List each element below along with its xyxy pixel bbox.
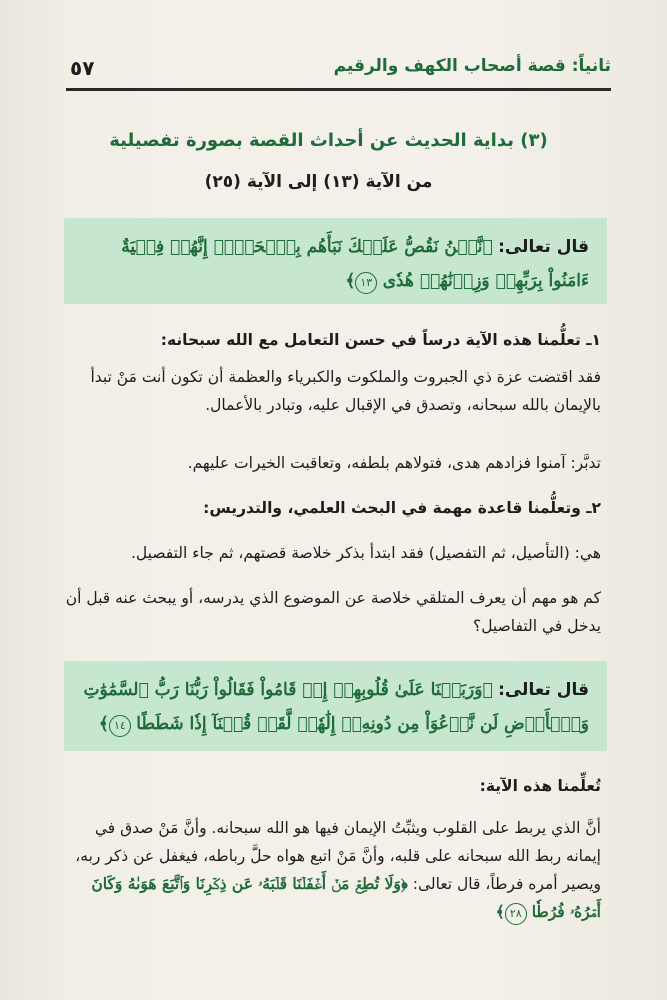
lesson1-paragraph — [60, 363, 601, 419]
lesson1-p2: تدبَّر: آمنوا فزادهم هدى، فتولاهم بلطفه، وتعاقبت الخيرات عليهم. — [187, 454, 601, 472]
lesson2-heading: ٢ـ وتعلُّمنا قاعدة مهمة في البحث العلمي، والتدريس: — [203, 499, 601, 517]
header-rule — [66, 88, 611, 91]
section-title: (٣) بداية الحديث عن أحداث القصة بصورة تفصيلية — [109, 130, 548, 151]
lesson-heading — [60, 326, 601, 354]
page-header — [66, 48, 611, 86]
verse-lead: قال تعالى: — [498, 680, 589, 700]
lesson2-heading-block — [60, 494, 601, 522]
lesson1-p1: فقد اقتضت عزة ذي الجبروت والملكوت والكبرياء والعظمة أن تكون أنت مَنْ تبدأ بالإيمان بالله سبحانه، وتصدق في الإقبال عليه، وتبادر بالأعمال. — [90, 368, 601, 414]
verse-close-bracket: ﴾ — [345, 271, 356, 291]
quote-close-bracket: ﴾ — [495, 902, 505, 921]
lesson3-heading-block — [60, 772, 601, 800]
lesson2-question — [60, 584, 601, 640]
verse-box-14 — [64, 661, 607, 751]
ayah-number-marker: ٢٨ — [505, 903, 527, 925]
running-title: ثانياً: قصة أصحاب الكهف والرقيم — [333, 56, 611, 76]
lesson1-heading: ١ـ تعلُّمنا هذه الآية درساً في حسن التعامل مع الله سبحانه: — [160, 331, 601, 349]
lesson1-reflection — [60, 449, 601, 477]
verse-close-bracket: ﴾ — [98, 714, 109, 734]
lesson3-heading: تُعلِّمنا هذه الآية: — [479, 777, 601, 795]
lesson3-p1 — [60, 814, 601, 926]
quran-quote: ﴿وَلَا تُطِعۡ مَنۡ أَغۡفَلۡنَا قَلۡبَهُۥ عَن ذِكۡرِنَا وَٱتَّبَعَ هَوَىٰهُ وَكَانَ أَمۡرُهُۥ فُرُطٗا — [91, 874, 601, 921]
quran-verse: ﴿نَّحۡنُ نَقُصُّ عَلَيۡكَ نَبَأَهُم بِٱلۡحَقِّۚ إِنَّهُمۡ فِتۡيَةٌ ءَامَنُواْ بِرَبِّهِمۡ وَزِدۡنَٰهُمۡ هُدٗى — [121, 237, 589, 291]
verse-box-13 — [64, 218, 607, 304]
verse-lead: قال تعالى: — [498, 237, 589, 257]
page-number: ٥٧ — [70, 56, 95, 80]
lesson3-paragraph — [60, 814, 601, 926]
quran-verse: ﴿وَرَبَطۡنَا عَلَىٰ قُلُوبِهِمۡ إِذۡ قَامُواْ فَقَالُواْ رَبُّنَا رَبُّ ٱلسَّمَٰوَٰتِ وَٱلۡأَرۡضِ لَن نَّدۡعُوَاْ مِن دُونِهِۦٓ إِلَٰهٗاۖ لَّقَدۡ قُلۡنَآ إِذٗا شَطَطًا — [83, 680, 589, 734]
lesson2-paragraph — [60, 539, 601, 567]
lesson2-p1: هي: (التأصيل، ثم التفصيل) فقد ابتدأ بذكر خلاصة قصتهم، ثم جاء التفصيل. — [130, 544, 601, 562]
ayah-number-marker: ١٣ — [355, 272, 377, 294]
section-subtitle: من الآية (١٣) إلى الآية (٢٥) — [204, 172, 433, 192]
lesson3-text: أنَّ الذي يربط على القلوب ويثبِّتُ الإيمان فيها هو الله سبحانه. وأنَّ مَنْ صدق في إيمانه ربط الله سبحانه على قلبه، وأنَّ مَنْ اتبع هواه حلَّ رباطه، فيغفل عن ذكر ربه، ويصير أمره فرطاً، قال تعالى: — [75, 819, 601, 893]
ayah-number-marker: ١٤ — [109, 715, 131, 737]
lesson2-p2: كم هو مهم أن يعرف المتلقي خلاصة عن الموضوع الذي يدرسه، أو يبحث عنه قبل أن يدخل في التفاصيل؟ — [65, 589, 601, 635]
